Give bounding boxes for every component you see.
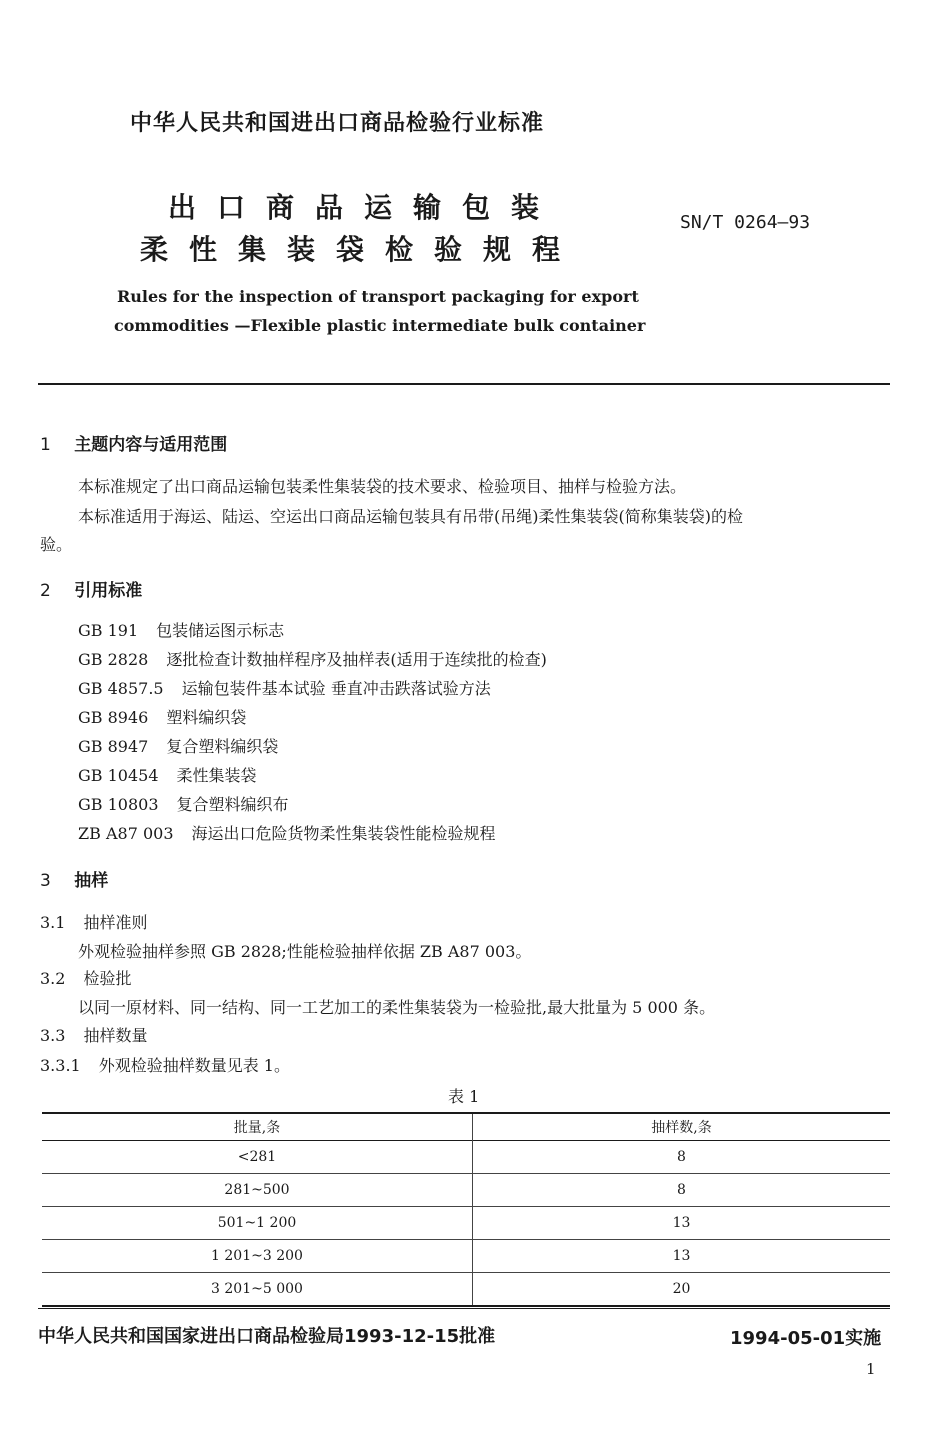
table-row xyxy=(42,1141,890,1174)
table-row xyxy=(42,1273,890,1307)
reference-code: GB 4857.5 xyxy=(78,679,164,698)
footer-divider xyxy=(38,1308,890,1309)
cell-sample-size: 20 xyxy=(672,1281,691,1297)
reference-code: GB 10454 xyxy=(78,766,159,785)
title-line-2: 柔性集装袋检验规程 xyxy=(140,233,582,266)
cell-lot-size: 501~1 200 xyxy=(42,1207,473,1240)
table-row xyxy=(42,1174,890,1207)
reference-item xyxy=(78,618,284,641)
reference-item xyxy=(78,676,491,699)
section-1-number: 1 xyxy=(40,435,51,455)
cell-sample-size: 8 xyxy=(677,1182,686,1198)
section-1-paragraph-1: 本标准规定了出口商品运输包装柔性集装袋的技术要求、检验项目、抽样与检验方法。 xyxy=(78,477,687,496)
subsection-3-1-heading xyxy=(40,910,147,933)
table-row xyxy=(42,1240,890,1273)
cell-sample-size: 13 xyxy=(672,1215,691,1231)
column-header-lot-size: 批量,条 xyxy=(42,1113,473,1141)
subsection-3-3-1-number: 3.3.1 xyxy=(40,1056,81,1075)
reference-code: GB 8946 xyxy=(78,708,149,727)
column-header-sample-size: 抽样数,条 xyxy=(651,1120,712,1136)
reference-code: GB 8947 xyxy=(78,737,149,756)
section-1-paragraph-2: 本标准适用于海运、陆运、空运出口商品运输包装具有吊带(吊绳)柔性集装袋(简称集装袋)的检 xyxy=(78,507,743,526)
subsection-3-1-number: 3.1 xyxy=(40,913,66,932)
table-row xyxy=(42,1207,890,1240)
page-number: 1 xyxy=(866,1360,876,1378)
cell-lot-size: <281 xyxy=(42,1141,473,1174)
reference-name: 柔性集装袋 xyxy=(176,766,257,785)
reference-code: GB 10803 xyxy=(78,795,159,814)
header-divider xyxy=(38,383,890,385)
subsection-3-3-1-text: 外观检验抽样数量见表 1。 xyxy=(98,1056,290,1075)
subsection-3-2-text: 以同一原材料、同一结构、同一工艺加工的柔性集装袋为一检验批,最大批量为 5 000 条。 xyxy=(78,998,716,1017)
reference-item xyxy=(78,821,496,844)
subsection-3-3-1 xyxy=(40,1053,290,1076)
cell-lot-size: 281~500 xyxy=(42,1174,473,1207)
reference-item xyxy=(78,647,547,670)
english-title-line-2: commodities —Flexible plastic intermediate bulk container xyxy=(114,316,646,335)
reference-item xyxy=(78,705,246,728)
subsection-3-3-title: 抽样数量 xyxy=(83,1026,148,1045)
subsection-3-3-number: 3.3 xyxy=(40,1026,66,1045)
table-header-row xyxy=(42,1113,890,1141)
cell-sample-size: 8 xyxy=(677,1149,686,1165)
reference-name: 运输包装件基本试验 垂直冲击跌落试验方法 xyxy=(181,679,491,698)
subsection-3-2-title: 检验批 xyxy=(83,969,132,988)
reference-name: 复合塑料编织袋 xyxy=(166,737,279,756)
section-2-heading xyxy=(40,576,142,601)
approval-line: 中华人民共和国国家进出口商品检验局1993-12-15批准 xyxy=(38,1326,496,1347)
reference-name: 海运出口危险货物柔性集装袋性能检验规程 xyxy=(191,824,496,843)
section-1-paragraph-2-cont: 验。 xyxy=(40,535,73,554)
section-3-title: 抽样 xyxy=(74,871,109,891)
reference-item xyxy=(78,792,289,815)
table-1-caption: 表 1 xyxy=(448,1087,480,1106)
reference-code: GB 191 xyxy=(78,621,139,640)
section-2-number: 2 xyxy=(40,581,51,601)
reference-name: 逐批检查计数抽样程序及抽样表(适用于连续批的检查) xyxy=(166,650,547,669)
title-line-1: 出口商品运输包装 xyxy=(168,191,561,224)
effective-date: 1994-05-01实施 xyxy=(730,1328,882,1349)
section-3-number: 3 xyxy=(40,871,51,891)
section-2-title: 引用标准 xyxy=(74,581,143,601)
english-title-line-1: Rules for the inspection of transport packaging for export xyxy=(117,287,639,306)
section-1-title: 主题内容与适用范围 xyxy=(74,435,228,455)
subsection-3-2-heading xyxy=(40,966,131,989)
section-1-heading xyxy=(40,430,227,455)
reference-code: GB 2828 xyxy=(78,650,149,669)
table-1 xyxy=(42,1112,890,1307)
section-3-heading xyxy=(40,866,108,891)
reference-name: 包装储运图示标志 xyxy=(156,621,285,640)
standard-number: SN/T 0264—93 xyxy=(680,212,811,233)
cell-sample-size: 13 xyxy=(672,1248,691,1264)
cell-lot-size: 3 201~5 000 xyxy=(42,1273,473,1307)
issuing-organization: 中华人民共和国进出口商品检验行业标准 xyxy=(130,111,545,136)
subsection-3-1-title: 抽样准则 xyxy=(83,913,148,932)
subsection-3-1-text: 外观检验抽样参照 GB 2828;性能检验抽样依据 ZB A87 003。 xyxy=(78,942,532,961)
reference-item xyxy=(78,763,257,786)
subsection-3-2-number: 3.2 xyxy=(40,969,66,988)
reference-item xyxy=(78,734,278,757)
cell-lot-size: 1 201~3 200 xyxy=(42,1240,473,1273)
reference-code: ZB A87 003 xyxy=(78,824,174,843)
reference-name: 复合塑料编织布 xyxy=(176,795,289,814)
subsection-3-3-heading xyxy=(40,1023,147,1046)
reference-name: 塑料编织袋 xyxy=(166,708,247,727)
